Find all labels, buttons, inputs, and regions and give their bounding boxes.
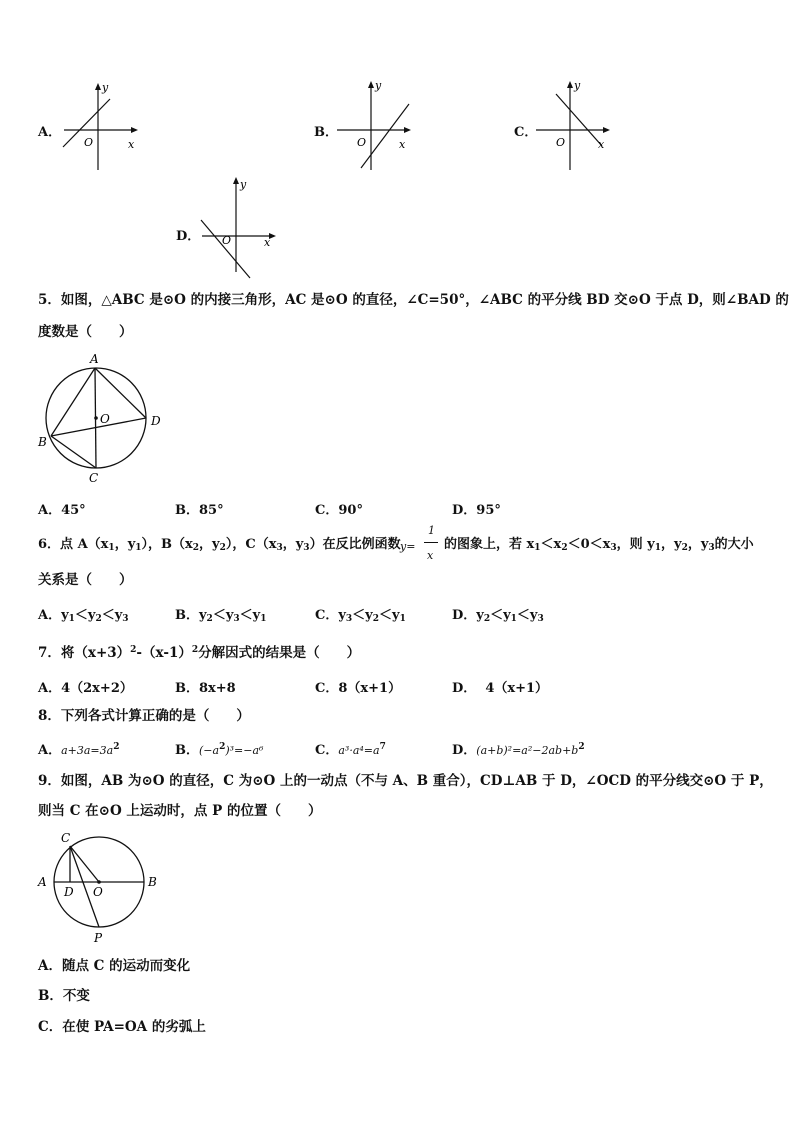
q8-option-d: D．$(a+b)^2=a^2-2ab+b^2$ (452, 742, 585, 758)
q5-option-a: A．45° (38, 503, 86, 518)
graph-b-x-label: x (399, 138, 406, 151)
graph-d-y-label: y (240, 178, 247, 191)
q6-option-d: D．$y_2<y_1<y_3$ (452, 608, 544, 624)
graph-d (196, 174, 281, 280)
q7-option-b: B．8x+8 (175, 681, 236, 696)
q9-figure (34, 826, 164, 948)
q6-stem-line2: 关系是（ ） (38, 572, 133, 588)
q7-option-d: D． 4（x+1） (452, 681, 549, 696)
q9-point-p: P (94, 931, 103, 945)
graph-d-line (201, 220, 250, 278)
q7-stem: 7．将$(x+3)^2-(x-1)^2$分解因式的结果是（ ） (38, 645, 361, 661)
q7-option-a: A．4（2x+2） (38, 681, 133, 696)
graph-b (331, 78, 416, 172)
q9-stem-line2: 则当 C 在⊙O 上运动时，点 P 的位置（ ） (38, 803, 322, 819)
q9-option-a: A．随点 C 的运动而变化 (38, 958, 191, 974)
q9-stem-line1: 9．如图，AB 为⊙O 的直径，C 为⊙O 上的一动点（不与 A、B 重合），CD⊥AB 于 D，∠OCD 的平分线交⊙O 于 P， (38, 773, 773, 789)
q6-option-a: A．$y_1<y_2<y_3$ (38, 608, 129, 624)
graph-b-y-label: y (375, 79, 382, 92)
graph-a (58, 80, 143, 172)
q5-point-c: C (89, 471, 99, 484)
graph-b-line (361, 104, 409, 168)
q5-option-c: C．90° (315, 503, 363, 518)
graph-c-y-label: y (574, 79, 581, 92)
graph-a-origin-label: O (84, 136, 94, 149)
q7-option-c: C．8（x+1） (315, 681, 402, 696)
q8-option-a: A．$a+3a=3a^2$ (38, 742, 120, 758)
q6-option-b: B．$y_2<y_3<y_1$ (175, 608, 267, 624)
q6-func-denominator: x (427, 549, 434, 562)
q9-option-c: C．在使 PA=OA 的劣弧上 (38, 1019, 206, 1035)
q5-option-b: B．85° (175, 503, 224, 518)
option-c-label: C． (514, 125, 538, 140)
q5-point-b: B (38, 435, 47, 449)
q5-stem-line1: 5．如图，△ABC 是⊙O 的内接三角形，AC 是⊙O 的直径，∠C=50°，∠ABC 的平分线 BD 交⊙O 于点 D，则∠BAD 的 (38, 292, 789, 308)
graph-b-origin-label: O (357, 136, 367, 149)
graph-c-origin-label: O (556, 136, 566, 149)
q6-func-numerator: 1 (428, 524, 435, 537)
option-b-label: B． (314, 125, 338, 140)
q9-point-d: D (64, 885, 74, 899)
q8-option-c: C．$a^3\cdot a^4=a^7$ (315, 742, 386, 758)
q6-option-c: C．$y_3<y_2<y_1$ (315, 608, 406, 624)
q9-point-b: B (148, 875, 157, 889)
q6-stem-line1-end: 的图象上，若 $x_1<x_2<0<x_3$，则 $y_1$，$y_2$，$y_3$的大小 (444, 537, 754, 553)
option-a-label: A． (38, 125, 62, 140)
graph-a-y-label: y (102, 81, 109, 94)
graph-c (530, 78, 615, 172)
q5-point-d: D (151, 414, 161, 428)
q8-stem: 8．下列各式计算正确的是（ ） (38, 708, 250, 724)
q6-stem-line1: 6．点 $A(x_1$，$y_1$），$B(x_2$，$y_2$），$C(x_3$，$y_3$）在反比例函数 (38, 537, 401, 553)
q5-point-o: O (100, 412, 110, 426)
q5-point-a: A (90, 352, 99, 366)
q9-point-a: A (38, 875, 47, 889)
q5-stem-line2: 度数是（ ） (38, 324, 133, 340)
graph-d-origin-label: O (222, 234, 232, 247)
graph-d-x-label: x (264, 236, 271, 249)
q6-func-y: y= (400, 540, 416, 553)
graph-a-x-label: x (128, 138, 135, 151)
graph-c-x-label: x (598, 138, 605, 151)
q9-point-c: C (61, 831, 71, 845)
q8-option-b: B．$(-a^2)^3=-a^6$ (175, 742, 264, 758)
q9-point-o: O (93, 885, 103, 899)
q9-option-b: B．不变 (38, 988, 90, 1004)
option-d-label: D． (176, 229, 201, 244)
q5-option-d: D．95° (452, 503, 501, 518)
q5-figure (34, 350, 164, 484)
q6-fraction-bar (424, 542, 438, 543)
